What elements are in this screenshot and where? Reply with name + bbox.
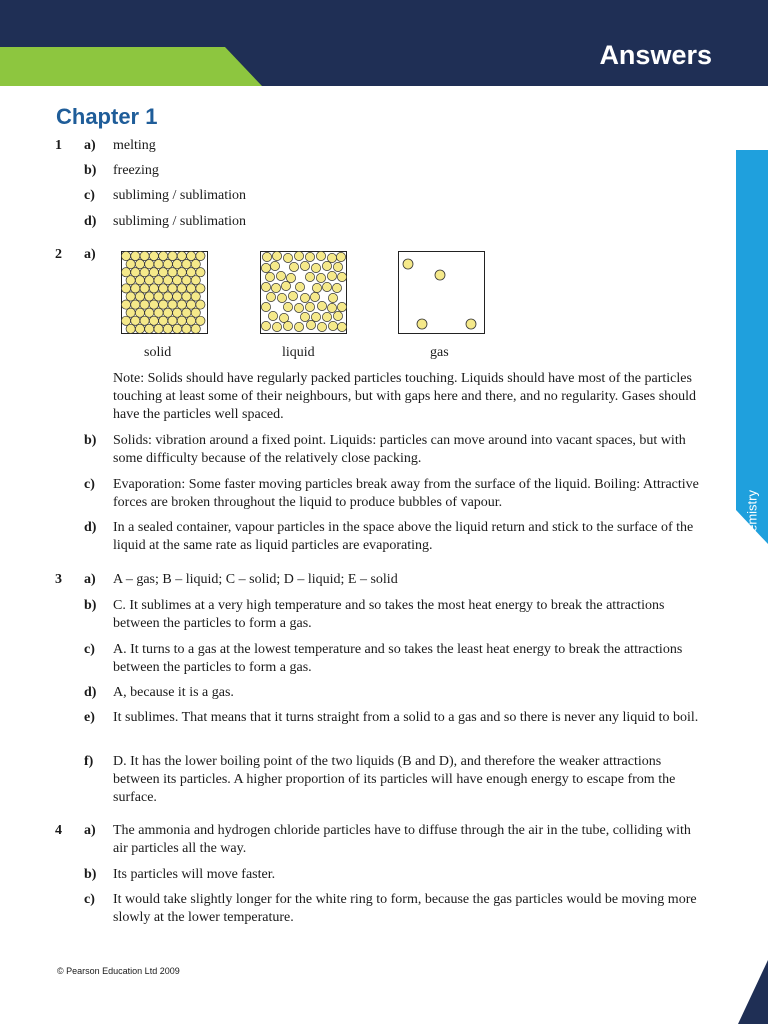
particle (159, 300, 168, 309)
particle (145, 308, 154, 317)
particle (173, 324, 182, 333)
particle (322, 282, 331, 291)
particle (168, 268, 177, 277)
particle (154, 324, 163, 333)
particle (283, 253, 292, 262)
answer-label: d) (84, 520, 97, 535)
particle (140, 300, 149, 309)
particle (168, 300, 177, 309)
answer-text: freezing (113, 163, 159, 178)
liquid-caption: liquid (282, 345, 315, 360)
particle (305, 272, 314, 281)
particle (154, 276, 163, 285)
particle (271, 283, 280, 292)
particle (322, 312, 331, 321)
particle (140, 284, 149, 293)
particle (332, 283, 341, 292)
particle (281, 281, 290, 290)
answer-label: c) (84, 477, 95, 492)
particle (187, 300, 196, 309)
particle (163, 324, 172, 333)
particle (131, 251, 140, 260)
particle (135, 276, 144, 285)
particle (163, 276, 172, 285)
particle (317, 301, 326, 310)
particle (182, 324, 191, 333)
particle (121, 284, 130, 293)
particle (159, 268, 168, 277)
particle (145, 276, 154, 285)
answer-label: c) (84, 188, 95, 203)
answer-text: The ammonia and hydrogen chloride particles have to diffuse through the air in the tube, colliding with air particles all the way. (113, 823, 691, 856)
answer-text: Solids: vibration around a fixed point. Liquids: particles can move around into vacant spaces, but with some difficulty because of the relatively close packing. (113, 433, 686, 466)
particle (337, 272, 346, 281)
particle (126, 276, 135, 285)
answer-text: C. It sublimes at a very high temperature and so takes the most heat energy to break the attractions between the particles to form a gas. (113, 598, 665, 631)
particle (173, 292, 182, 301)
particle (163, 260, 172, 269)
particle (126, 324, 135, 333)
liquid-particles-diagram (260, 251, 348, 335)
particle (149, 251, 158, 260)
answer-label: d) (84, 685, 97, 700)
particle (131, 268, 140, 277)
particle (268, 311, 277, 320)
question-number: 3 (55, 572, 62, 587)
particle (262, 252, 271, 261)
particle (177, 300, 186, 309)
particle (261, 282, 270, 291)
copyright-footer: © Pearson Education Ltd 2009 (57, 966, 180, 976)
gas-caption: gas (430, 345, 449, 360)
particle (261, 321, 270, 330)
particle (187, 316, 196, 325)
particle (196, 268, 205, 277)
particle (196, 300, 205, 309)
particle (135, 292, 144, 301)
particle (322, 261, 331, 270)
particle (289, 262, 298, 271)
particle (121, 268, 130, 277)
answer-label: f) (84, 754, 94, 769)
particle (145, 292, 154, 301)
particle (266, 292, 275, 301)
side-tab (736, 150, 768, 544)
question-number: 4 (55, 823, 62, 838)
note-text: Note: Solids should have regularly packed particles touching. Liquids should have most of the particles touching at least some of their neighbours, but with gaps here and there, and no regularity. Gases should have the particles well spaced. (113, 371, 697, 422)
particle (154, 308, 163, 317)
particle (191, 260, 200, 269)
answer-label: b) (84, 867, 97, 882)
particle (328, 293, 337, 302)
particle (191, 324, 200, 333)
particle (149, 316, 158, 325)
header-green-tab (0, 47, 262, 86)
answer-text: melting (113, 138, 156, 153)
particle (316, 273, 325, 282)
particle (159, 251, 168, 260)
particle (145, 324, 154, 333)
particle (149, 268, 158, 277)
particle (177, 316, 186, 325)
particle (154, 292, 163, 301)
particle (168, 251, 177, 260)
particle (286, 273, 295, 282)
particle (272, 251, 281, 260)
particle (187, 268, 196, 277)
particle (187, 284, 196, 293)
particle (283, 302, 292, 311)
particle (272, 322, 281, 331)
particle (311, 312, 320, 321)
particle (327, 253, 336, 262)
answer-label: c) (84, 642, 95, 657)
particle (135, 260, 144, 269)
particle (300, 261, 309, 270)
particle (140, 251, 149, 260)
particle (300, 312, 309, 321)
particle (168, 316, 177, 325)
answer-text: subliming / sublimation (113, 214, 247, 229)
particle (288, 291, 297, 300)
particle (140, 268, 149, 277)
answer-label: a) (84, 138, 96, 153)
particle (135, 308, 144, 317)
particle (317, 322, 326, 331)
particle (149, 284, 158, 293)
answer-text: subliming / sublimation (113, 188, 247, 203)
particle (126, 260, 135, 269)
question-number: 2 (55, 247, 62, 262)
answer-label: a) (84, 572, 96, 587)
particle (182, 276, 191, 285)
answer-text: D. It has the lower boiling point of the two liquids (B and D), and therefore the weaker attractions between its particles. A higher proportion of its particles will have enough energy to escape from the surface. (113, 754, 676, 805)
particle (300, 293, 309, 302)
chapter-title: Chapter 1 (56, 104, 158, 129)
answer-label: b) (84, 598, 97, 613)
particle (182, 308, 191, 317)
particle (131, 316, 140, 325)
answer-text: Its particles will move faster. (113, 867, 276, 882)
particle (163, 292, 172, 301)
particle (196, 316, 205, 325)
side-tab-label: Chemistry (745, 490, 760, 549)
particle (173, 260, 182, 269)
answer-label: b) (84, 163, 97, 178)
particle (159, 284, 168, 293)
particle (337, 322, 346, 331)
particle (121, 251, 130, 260)
particle (135, 324, 144, 333)
solid-particles-diagram (121, 251, 209, 335)
particle (177, 284, 186, 293)
particle (328, 321, 337, 330)
particle (140, 316, 149, 325)
answer-text: It sublimes. That means that it turns straight from a solid to a gas and so there is never any liquid to boil. (113, 710, 699, 725)
particle (261, 302, 270, 311)
particle (305, 302, 314, 311)
answer-label: a) (84, 823, 96, 838)
particle (312, 283, 321, 292)
particle (187, 251, 196, 260)
particle (295, 282, 304, 291)
solid-caption: solid (144, 345, 172, 360)
particle (196, 251, 205, 260)
particle (336, 252, 345, 261)
particle (145, 260, 154, 269)
particle (191, 276, 200, 285)
answer-label: b) (84, 433, 97, 448)
answer-label: d) (84, 214, 97, 229)
particle (337, 302, 346, 311)
particle (294, 251, 303, 260)
particle (173, 276, 182, 285)
particle (294, 322, 303, 331)
particle (191, 308, 200, 317)
particle (270, 261, 279, 270)
particle (131, 300, 140, 309)
particle (333, 311, 342, 320)
particle (177, 251, 186, 260)
answer-text: It would take slightly longer for the white ring to form, because the gas particles would be moving more slowly at the lower temperature. (113, 892, 697, 925)
answer-label: c) (84, 892, 95, 907)
particle (196, 284, 205, 293)
particle (310, 292, 319, 301)
particle (131, 284, 140, 293)
answer-label: a) (84, 247, 96, 262)
answer-label: e) (84, 710, 95, 725)
particle (168, 284, 177, 293)
particle (154, 260, 163, 269)
answer-text: A. It turns to a gas at the lowest temperature and so takes the least heat energy to break the attractions between the particles to form a gas. (113, 642, 683, 675)
gas-particles-diagram (398, 251, 486, 335)
particle (159, 316, 168, 325)
particle (265, 272, 274, 281)
particle (173, 308, 182, 317)
particle (182, 292, 191, 301)
particle (163, 308, 172, 317)
page-title: Answers (599, 40, 712, 70)
answer-text: A, because it is a gas. (113, 685, 234, 700)
particle (126, 308, 135, 317)
particle (121, 300, 130, 309)
particle (276, 271, 285, 280)
page-number: 1 (748, 982, 754, 992)
question-number: 1 (55, 138, 62, 153)
particle (294, 303, 303, 312)
answer-text: In a sealed container, vapour particles in the space above the liquid return and stick to the surface of the liquid at the same rate as liquid particles are evaporating. (113, 520, 694, 553)
particle (283, 321, 292, 330)
particle (261, 263, 270, 272)
particle (177, 268, 186, 277)
particle (306, 320, 315, 329)
particle (333, 262, 342, 271)
particle (182, 260, 191, 269)
particle (277, 293, 286, 302)
particle (121, 316, 130, 325)
particle (316, 251, 325, 260)
particle (149, 300, 158, 309)
particle (327, 303, 336, 312)
particle (191, 292, 200, 301)
particle (305, 252, 314, 261)
particle (327, 271, 336, 280)
answer-text: A – gas; B – liquid; C – solid; D – liquid; E – solid (113, 572, 398, 587)
answer-text: Evaporation: Some faster moving particles break away from the surface of the liquid. Boiling: Attractive forces are broken throughout the liquid to produce bubbles of vapour. (113, 477, 699, 510)
particle (311, 263, 320, 272)
particle (126, 292, 135, 301)
